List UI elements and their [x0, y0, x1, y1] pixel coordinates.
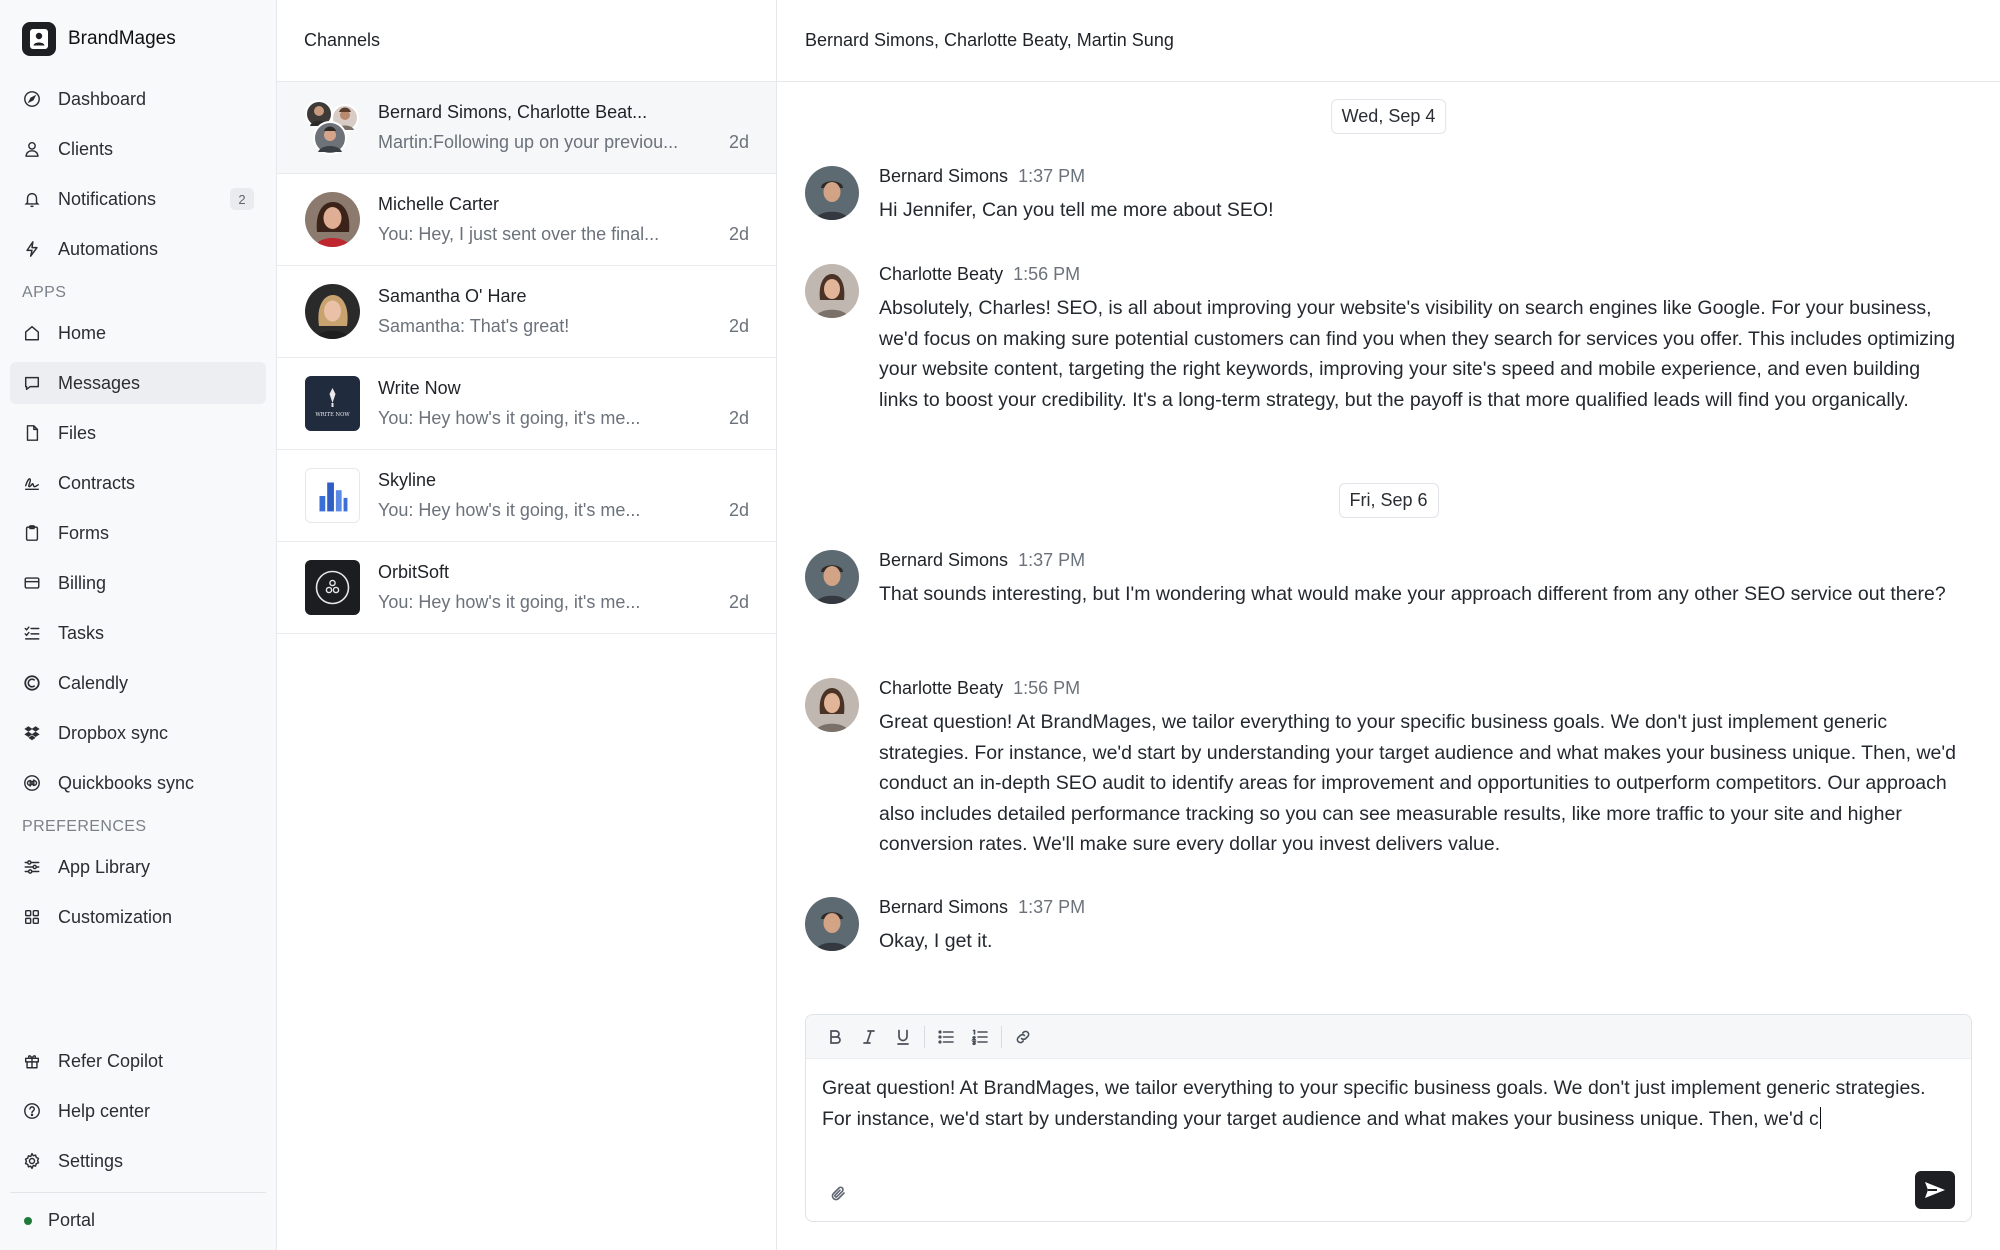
conversation-title: Bernard Simons, Charlotte Beaty, Martin Sung: [777, 0, 2000, 82]
sidebar-item-label: Calendly: [58, 672, 129, 693]
sidebar-item-label: Refer Copilot: [58, 1050, 164, 1071]
channel-preview: You: Hey, I just sent over the final...: [378, 224, 660, 244]
quickbooks-icon: [22, 773, 42, 793]
sidebar-item-label: Tasks: [58, 622, 105, 643]
home-icon: [22, 323, 42, 343]
sidebar-item-clients[interactable]: [10, 128, 266, 170]
sidebar-item-label: App Library: [58, 856, 151, 877]
channel-item[interactable]: [277, 358, 776, 450]
sidebar-item-label: Help center: [58, 1100, 151, 1121]
sidebar-item-home[interactable]: [10, 312, 266, 354]
compass-icon: [22, 89, 42, 109]
link-icon[interactable]: [1006, 1022, 1040, 1052]
channel-preview: You: Hey how's it going, it's me...: [378, 500, 641, 520]
italic-icon[interactable]: [852, 1022, 886, 1052]
avatar: [305, 192, 360, 247]
portal-status-dot: [24, 1217, 32, 1225]
message: [805, 264, 1960, 415]
channel-name: OrbitSoft: [378, 562, 450, 582]
skyline-logo: [305, 468, 360, 523]
sidebar-item-files[interactable]: [10, 412, 266, 454]
sidebar-item-label: Dropbox sync: [58, 722, 169, 743]
message: [805, 550, 1960, 610]
sliders-icon: [22, 857, 42, 877]
sidebar-item-label: Settings: [58, 1150, 124, 1171]
message-time: 1:56 PM: [1013, 678, 1081, 698]
channel-time: 2d: [728, 316, 749, 336]
channel-item[interactable]: [277, 174, 776, 266]
sidebar-item-label: Forms: [58, 522, 109, 543]
sidebar-item-refer-copilot[interactable]: [10, 1040, 266, 1082]
channel-item[interactable]: [277, 542, 776, 634]
user-card-icon: [22, 22, 56, 56]
send-icon: [1923, 1180, 1947, 1200]
paperclip-icon[interactable]: [826, 1181, 852, 1207]
sidebar-item-settings[interactable]: [10, 1140, 266, 1182]
message-text: Absolutely, Charles! SEO, is all about improving your website's visibility on search engines like Google. For your business, we'd focus on making sure potential customers can find you when they search for services you offer. This includes optimizing your website content, targeting the right keywords, improving your site's speed and mobile experience, and even building links to boost your credibility. It's a long-term strategy, but the payoff is that more qualified leads will find you organically.: [879, 297, 1956, 411]
avatar: [305, 284, 360, 339]
channel-time: 2d: [728, 592, 749, 612]
sidebar-item-help-center[interactable]: [10, 1090, 266, 1132]
channel-name: Bernard Simons, Charlotte Beat...: [378, 102, 648, 122]
grid-icon: [22, 907, 42, 927]
toolbar-divider: [924, 1026, 925, 1048]
preferences-nav: [0, 846, 276, 938]
sidebar-item-automations[interactable]: [10, 228, 266, 270]
apps-section-title: APPS: [22, 284, 67, 301]
sidebar-item-dropbox[interactable]: [10, 712, 266, 754]
sidebar-item-contracts[interactable]: [10, 462, 266, 504]
channel-name: Write Now: [378, 378, 461, 398]
channel-preview: You: Hey how's it going, it's me...: [378, 408, 641, 428]
sidebar: [0, 0, 277, 1250]
message-author: Bernard Simons: [879, 897, 1009, 917]
credit-card-icon: [22, 573, 42, 593]
sidebar-item-customization[interactable]: [10, 896, 266, 938]
channel-preview: Samantha: That's great!: [378, 316, 570, 336]
channel-time: 2d: [728, 500, 749, 520]
message-icon: [22, 373, 42, 393]
formatting-toolbar: [806, 1015, 1971, 1059]
user-icon: [22, 139, 42, 159]
message-draft: Great question! At BrandMages, we tailor everything to your specific business goals. We don't just implement generic strategies. For instance, we'd start by understanding your target audience and what makes your business unique. Then, we'd c: [822, 1077, 1931, 1130]
channel-name: Michelle Carter: [378, 194, 500, 214]
notification-count-badge: 2: [230, 188, 254, 210]
sidebar-bottom-nav: [0, 1040, 276, 1190]
message-time: 1:37 PM: [1018, 166, 1086, 186]
file-icon: [22, 423, 42, 443]
channel-time: 2d: [728, 408, 749, 428]
avatar: [805, 166, 859, 220]
avatar: [805, 678, 859, 732]
clipboard-icon: [22, 523, 42, 543]
sidebar-item-label: Customization: [58, 906, 173, 927]
bell-icon: [22, 189, 42, 209]
sidebar-item-label: Dashboard: [58, 88, 147, 109]
bullet-list-icon[interactable]: [929, 1022, 963, 1052]
main-nav: [0, 78, 276, 270]
channel-name: Skyline: [378, 470, 437, 490]
sidebar-item-messages[interactable]: [10, 362, 266, 404]
channels-title: Channels: [277, 0, 776, 82]
sidebar-item-dashboard[interactable]: [10, 78, 266, 120]
sidebar-item-label: Clients: [58, 138, 114, 159]
channel-time: 2d: [728, 224, 749, 244]
message-text: Hi Jennifer, Can you tell me more about SEO!: [879, 199, 1274, 221]
date-divider: Fri, Sep 6: [1338, 483, 1438, 518]
sidebar-item-billing[interactable]: [10, 562, 266, 604]
text-caret: [1820, 1107, 1822, 1129]
group-avatar: [305, 100, 360, 155]
sidebar-item-app-library[interactable]: [10, 846, 266, 888]
write-now-logo: [305, 376, 360, 431]
numbered-list-icon[interactable]: [963, 1022, 997, 1052]
message-time: 1:37 PM: [1018, 897, 1086, 917]
message-author: Charlotte Beaty: [879, 678, 1004, 698]
sidebar-item-tasks[interactable]: [10, 612, 266, 654]
sidebar-item-label: Billing: [58, 572, 107, 593]
message-time: 1:37 PM: [1018, 550, 1086, 570]
message-author: Bernard Simons: [879, 550, 1009, 570]
message-text: Okay, I get it.: [879, 930, 993, 952]
brand-name: BrandMages: [68, 28, 176, 49]
gift-icon: [22, 1051, 42, 1071]
message-composer[interactable]: [805, 1014, 1972, 1222]
sidebar-item-notifications[interactable]: [10, 178, 266, 220]
preferences-section-title: PREFERENCES: [22, 818, 147, 835]
avatar: [805, 897, 859, 951]
channel-name: Samantha O' Hare: [378, 286, 527, 306]
channels-panel: [277, 0, 777, 1250]
message-text: Great question! At BrandMages, we tailor everything to your specific business goals. We don't just implement generic strategies. For instance, we'd start by understanding your target audience and what makes your business unique. Then, we'd conduct an in-depth SEO audit to identify areas for improvement and opportunities to outperform competitors. Our approach also includes detailed performance tracking so you can see measurable results, like more traffic to your site and higher conversion rates. We'll make sure every dollar you invest delivers value.: [879, 711, 1956, 855]
message-text: That sounds interesting, but I'm wondering what would make your approach different from any other SEO service out there?: [879, 583, 1946, 605]
message-input[interactable]: [806, 1059, 1971, 1179]
sidebar-item-quickbooks[interactable]: [10, 762, 266, 804]
channel-item[interactable]: [277, 266, 776, 358]
sidebar-item-label: Contracts: [58, 472, 136, 493]
checklist-icon: [22, 623, 42, 643]
gear-icon: [22, 1151, 42, 1171]
dropbox-icon: [22, 723, 42, 743]
underline-icon[interactable]: [886, 1022, 920, 1052]
message: [805, 678, 1960, 860]
apps-nav: [0, 312, 276, 804]
channel-item[interactable]: [277, 82, 776, 174]
help-circle-icon: [22, 1101, 42, 1121]
send-button[interactable]: [1915, 1171, 1955, 1209]
portal-label: Portal: [48, 1210, 96, 1230]
channel-item[interactable]: [277, 450, 776, 542]
brand[interactable]: [0, 0, 276, 78]
portal-status[interactable]: [10, 1192, 266, 1248]
sidebar-item-label: Files: [58, 422, 97, 443]
channel-preview: You: Hey how's it going, it's me...: [378, 592, 641, 612]
channel-time: 2d: [728, 132, 749, 152]
message-time: 1:56 PM: [1013, 264, 1081, 284]
message-author: Bernard Simons: [879, 166, 1009, 186]
orbitsoft-logo: [305, 560, 360, 615]
avatar: [805, 264, 859, 318]
date-divider: Wed, Sep 4: [1331, 99, 1447, 134]
avatar: [805, 550, 859, 604]
sidebar-item-label: Quickbooks sync: [58, 772, 195, 793]
toolbar-divider: [1001, 1026, 1002, 1048]
message-author: Charlotte Beaty: [879, 264, 1004, 284]
sidebar-item-label: Automations: [58, 238, 159, 259]
lightning-icon: [22, 239, 42, 259]
channel-preview: Martin:Following up on your previou...: [378, 132, 679, 152]
sidebar-item-forms[interactable]: [10, 512, 266, 554]
message: [805, 897, 1960, 957]
signature-icon: [22, 473, 42, 493]
sidebar-item-calendly[interactable]: [10, 662, 266, 704]
bold-icon[interactable]: [818, 1022, 852, 1052]
sidebar-item-label: Notifications: [58, 188, 157, 209]
sidebar-item-label: Home: [58, 322, 107, 343]
calendly-icon: [22, 673, 42, 693]
write-now-logo-text: WRITE NOW: [315, 412, 350, 418]
conversation-panel: [777, 0, 2000, 1250]
sidebar-item-label: Messages: [58, 372, 141, 393]
message: [805, 166, 1960, 226]
